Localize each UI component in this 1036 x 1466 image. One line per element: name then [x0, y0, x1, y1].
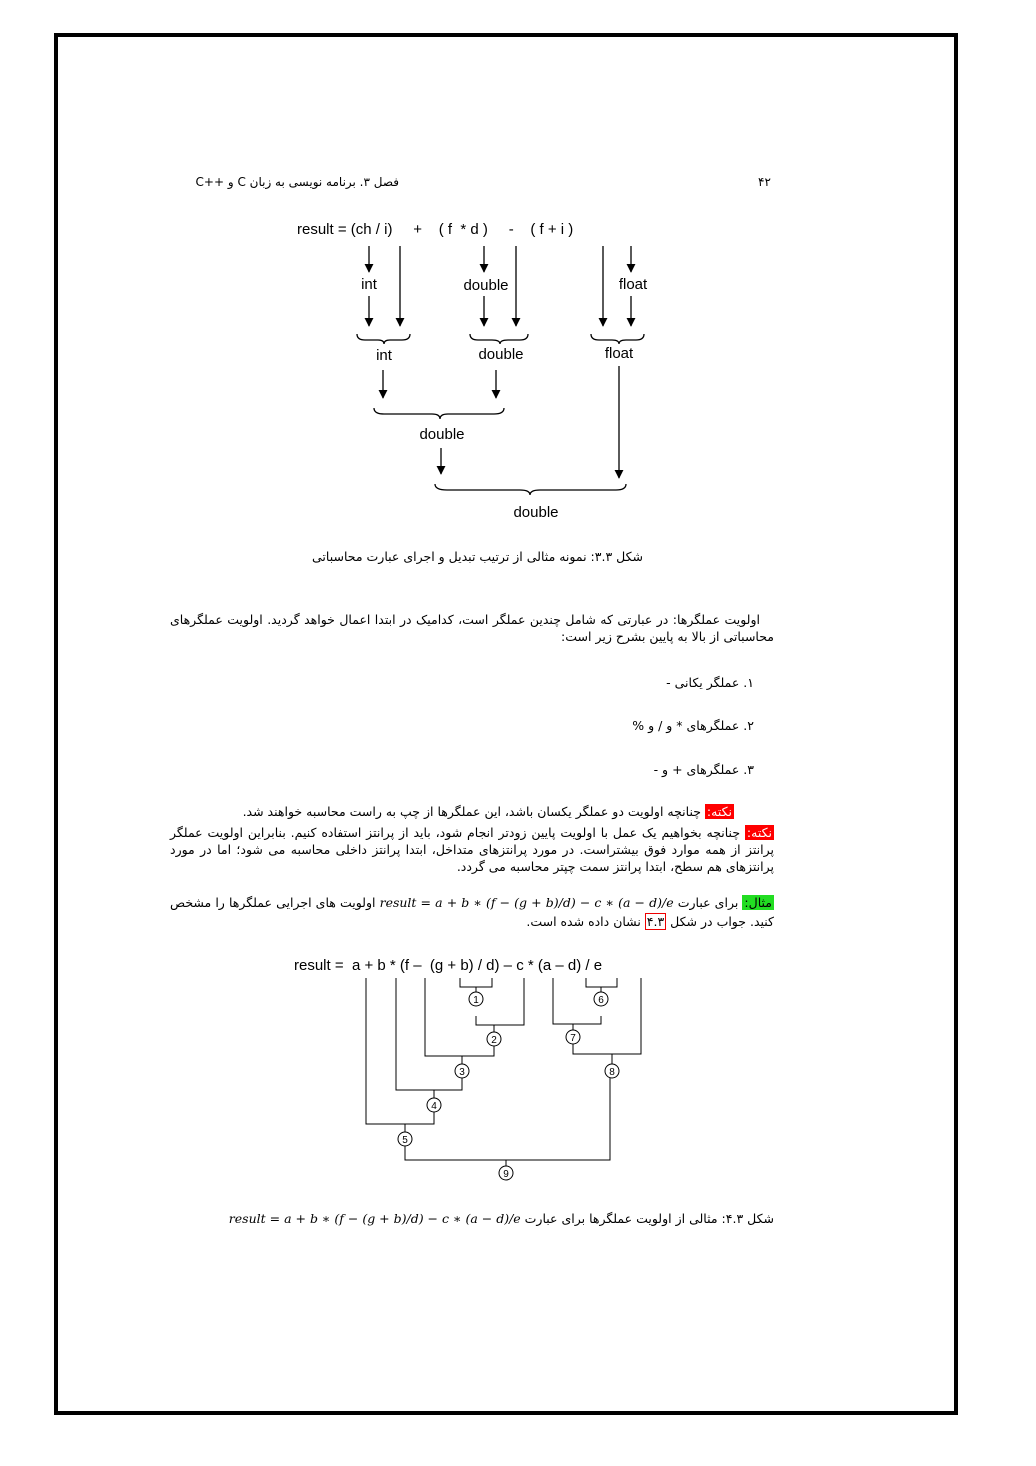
fig1-label-float-2: float — [604, 345, 634, 362]
figure2-caption — [229, 1211, 774, 1226]
precedence-tree-figure — [0, 940, 1036, 1190]
step-9-icon: 9 — [503, 1169, 509, 1180]
precedence-item-2: ۲. عملگرهای * و / و % — [632, 718, 754, 733]
figure-ref-link[interactable]: ۴.۳ — [646, 914, 665, 929]
fig1-label-int-2: int — [376, 347, 392, 364]
precedence-item-1: ۱. عملگر یکانی - — [666, 675, 754, 690]
fig2-step-circles — [398, 992, 619, 1180]
type-conversion-figure — [0, 0, 1036, 540]
step-1-icon: 1 — [473, 995, 479, 1006]
fig1-label-float: float — [618, 276, 648, 293]
note-label-2: نکته: — [746, 825, 772, 840]
note-2-text: چنانچه بخواهیم یک عمل با اولویت پایین زودتر انجام شود، باید از پرانتز استفاده کنیم. بنابراین اولویت عملگر پرانتز از همه موارد فوق بیشتراست. در مورد پرانتزهای متداخل، ابتدا پرانتز داخلی محاسبه می شود؛ اما در مورد پرانتزهای هم سطح، ابتدا پرانتز سمت چپتر محاسبه می گردد. — [170, 825, 774, 874]
chapter-header: فصل ۳. برنامه نویسی به زبان C و ++C — [195, 175, 399, 189]
page-number: ۴۲ — [758, 175, 771, 189]
fig1-label-double-4: double — [513, 504, 559, 521]
fig2-expression: result = a + b * (f – (g + b) / d) – c * (a – d) / e — [294, 957, 603, 974]
fig1-label-int: int — [361, 276, 377, 293]
example-label: مثال: — [744, 895, 772, 910]
note-label: نکته: — [706, 804, 732, 819]
step-2-icon: 2 — [491, 1035, 497, 1046]
step-3-icon: 3 — [459, 1067, 465, 1078]
precedence-item-3: ۳. عملگرهای + و - — [653, 762, 754, 777]
step-4-icon: 4 — [431, 1101, 437, 1112]
figure2-caption-text: شکل ۴.۳: مثالی از اولویت عملگرها برای عبارت — [520, 1211, 774, 1226]
step-7-icon: 7 — [570, 1033, 576, 1044]
example-math: result = a + b ∗ (f − (g + b)/d) − c ∗ (a − d)/e — [379, 895, 674, 910]
example-pre: برای عبارت — [673, 895, 743, 910]
example-end: نشان داده شده است. — [526, 914, 645, 929]
note-2 — [170, 824, 774, 875]
step-5-icon: 5 — [402, 1135, 408, 1146]
step-6-icon: 6 — [598, 995, 604, 1006]
example-post: اولویت های اجرایی عملگرها را مشخص کنید. جواب در شکل — [170, 895, 774, 929]
fig1-label-double-2: double — [478, 346, 524, 363]
figure1-caption: شکل ۳.۳: نمونه مثالی از ترتیب تبدیل و اجرای عبارت محاسباتی — [312, 549, 643, 564]
fig1-label-double: double — [463, 277, 509, 294]
example — [170, 893, 774, 931]
figure2-caption-math: result = a + b ∗ (f − (g + b)/d) − c ∗ (a − d)/e — [228, 1211, 521, 1226]
note-1-text: چنانچه اولویت دو عملگر یکسان باشد، این عملگرها از چپ به راست محاسبه خواهند شد. — [242, 804, 705, 819]
note-1 — [170, 803, 774, 820]
fig1-label-double-3: double — [419, 426, 465, 443]
precedence-intro: اولویت عملگرها: در عبارتی که شامل چندین عملگر است، کدامیک در ابتدا اعمال خواهد گردید. اولویت عملگرهای محاسباتی از بالا به پایین بشرح زیر است: — [170, 612, 774, 644]
fig1-expression: result = (ch / i) + ( f * d ) - ( f + i ) — [297, 221, 574, 238]
step-8-icon: 8 — [609, 1067, 615, 1078]
